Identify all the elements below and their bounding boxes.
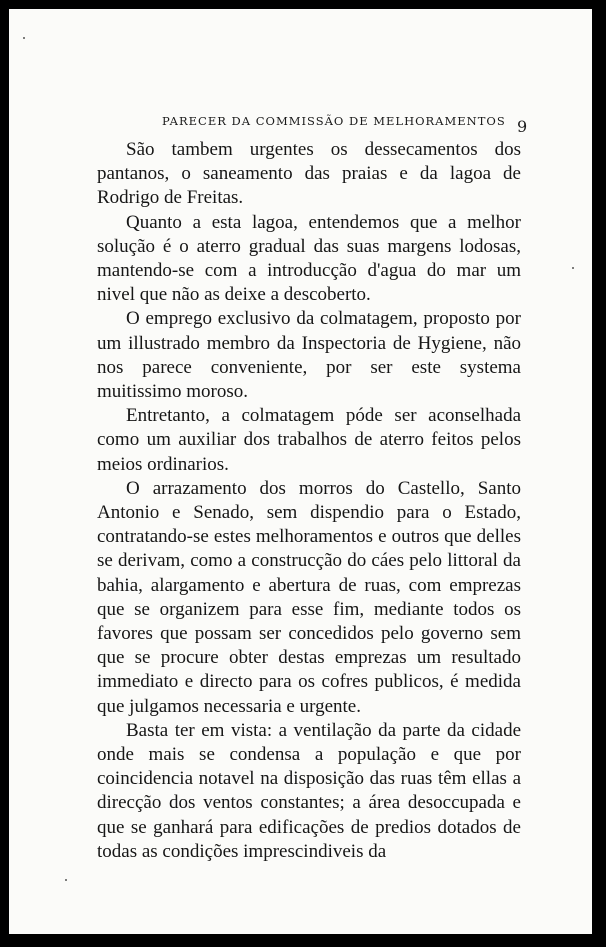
paragraph: Basta ter em vista: a ventilação da parte da cidade onde mais se condensa a população e que por coincidencia notavel na disposição das ruas têm ellas a direcção dos ventos constantes; a área desoccupada e que se ganhará para edificações de predios dotados de todas as condições imprescindiveis da xyxy=(97,719,521,862)
paragraph: Quanto a esta lagoa, entendemos que a melhor solução é o aterro gradual das suas margens lodosas, mantendo-se com a introducção d'agua do mar um nivel que não as deixe a descoberto. xyxy=(97,211,521,306)
body-text xyxy=(97,138,521,864)
paragraph: Entretanto, a colmatagem póde ser aconselhada como um auxiliar dos trabalhos de aterro feitos pelos meios ordinarios. xyxy=(97,405,521,475)
page-number: 9 xyxy=(517,117,528,136)
book-page xyxy=(9,9,592,934)
paper-speck xyxy=(23,37,25,39)
running-head: PARECER DA COMMISSÃO DE MELHORAMENTOS xyxy=(162,114,506,128)
paragraph: São tambem urgentes os dessecamentos dos pantanos, o saneamento das praias e da lagoa de Rodrigo de Freitas. xyxy=(97,139,521,209)
paragraph: O arrazamento dos morros do Castello, Santo Antonio e Senado, sem dispendio para o Estado, contratando-se estes melhoramentos e outros que delles se derivam, como a construcção do cáes pelo littoral da bahia, alargamento e abertura de ruas, com emprezas que se organizem para esse fim, mediante todos os favores que possam ser concedidos pelo governo sem que se procure obter destas emprezas um resultado immediato e directo para os cofres publicos, é medida que julgamos necessaria e urgente. xyxy=(97,477,521,717)
paper-speck xyxy=(65,879,67,881)
page-header xyxy=(9,112,592,136)
paper-speck xyxy=(572,267,574,269)
paragraph: O emprego exclusivo da colmatagem, proposto por um illustrado membro da Inspectoria de Hygiene, não nos parece conveniente, por ser este systema muitissimo moroso. xyxy=(97,308,521,403)
